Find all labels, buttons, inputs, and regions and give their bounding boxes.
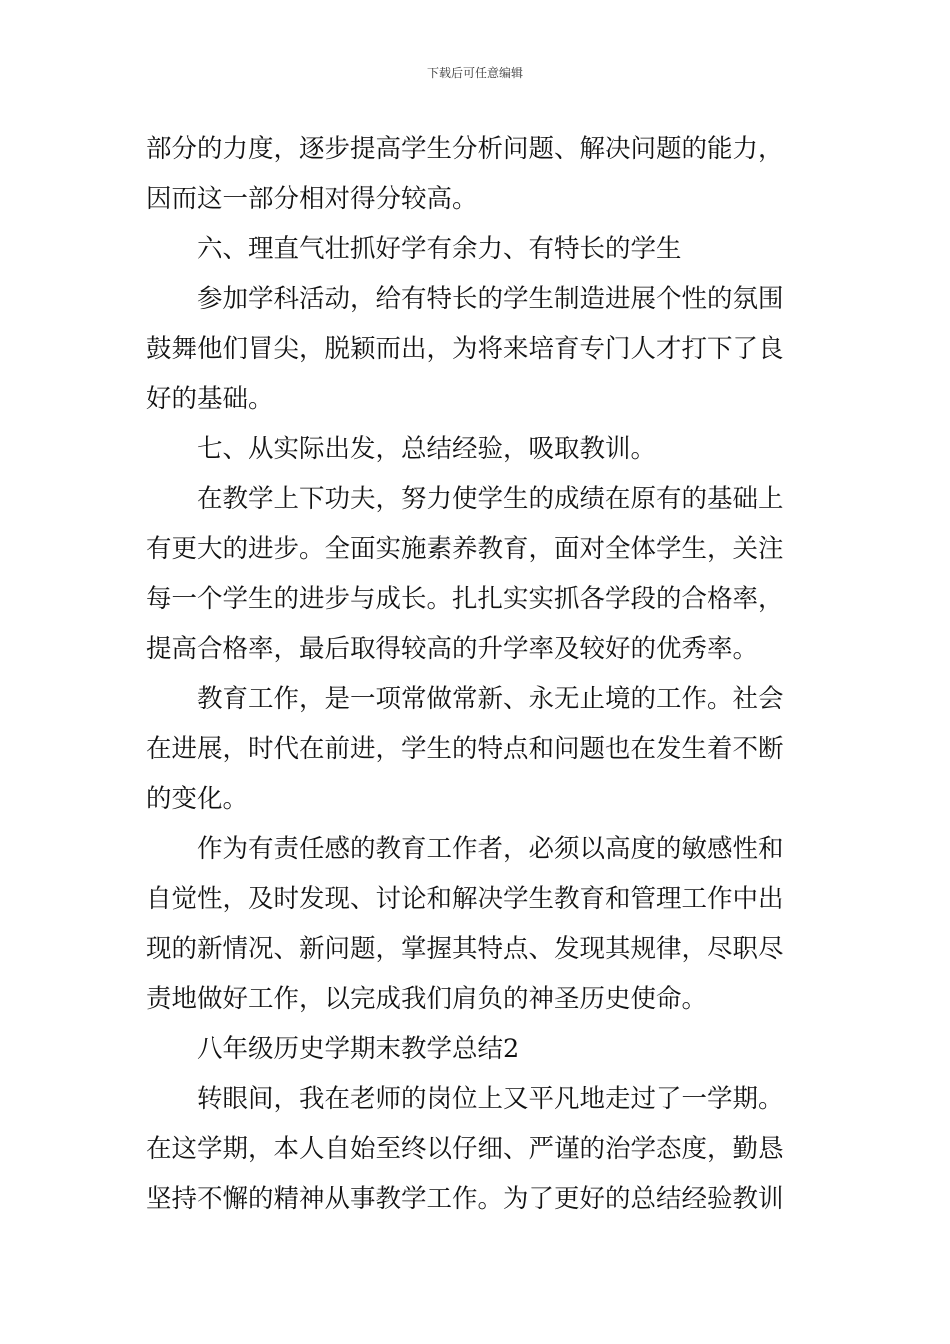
text-line: 因而这一部分相对得分较高。 [146,184,478,214]
text-line: 的变化。 [146,784,249,814]
text-line: 鼓舞他们冒尖，脱颖而出，为将来培育专门人才打下了良 [146,334,784,364]
text-line: 好的基础。 [146,384,274,414]
text-line: 现的新情况、新问题，掌握其特点、发现其规律，尽职尽 [146,934,784,964]
text-line: 参加学科活动，给有特长的学生制造进展个性的氛围 [197,284,784,314]
text-line: 每一个学生的进步与成长。扎扎实实抓各学段的合格率， [146,584,784,614]
text-line: 提高合格率，最后取得较高的升学率及较好的优秀率。 [146,634,759,664]
section-heading: 六、理直气壮抓好学有余力、有特长的学生 [197,234,682,264]
page-header: 下载后可任意编辑 [426,66,523,80]
text-line: 责地做好工作，以完成我们肩负的神圣历史使命。 [146,984,708,1014]
text-line: 在进展，时代在前进，学生的特点和问题也在发生着不断 [146,734,784,764]
text-line: 坚持不懈的精神从事教学工作。为了更好的总结经验教训 [146,1184,784,1214]
document-title: 八年级历史学期末教学总结2 [197,1034,520,1064]
text-line: 教育工作，是一项常做常新、永无止境的工作。社会 [197,684,784,714]
document-body [146,124,810,1224]
text-line: 在这学期，本人自始至终以仔细、严谨的治学态度，勤恳 [146,1134,784,1164]
text-line: 有更大的进步。全面实施素养教育，面对全体学生，关注 [146,534,784,564]
text-line: 在教学上下功夫，努力使学生的成绩在原有的基础上 [197,484,784,514]
section-heading: 七、从实际出发，总结经验，吸取教训。 [197,434,657,464]
text-line: 作为有责任感的教育工作者，必须以高度的敏感性和 [197,834,784,864]
text-line: 转眼间，我在老师的岗位上又平凡地走过了一学期。 [197,1084,784,1114]
text-line: 部分的力度，逐步提高学生分析问题、解决问题的能力， [146,134,784,164]
text-line: 自觉性，及时发现、讨论和解决学生教育和管理工作中出 [146,884,784,914]
